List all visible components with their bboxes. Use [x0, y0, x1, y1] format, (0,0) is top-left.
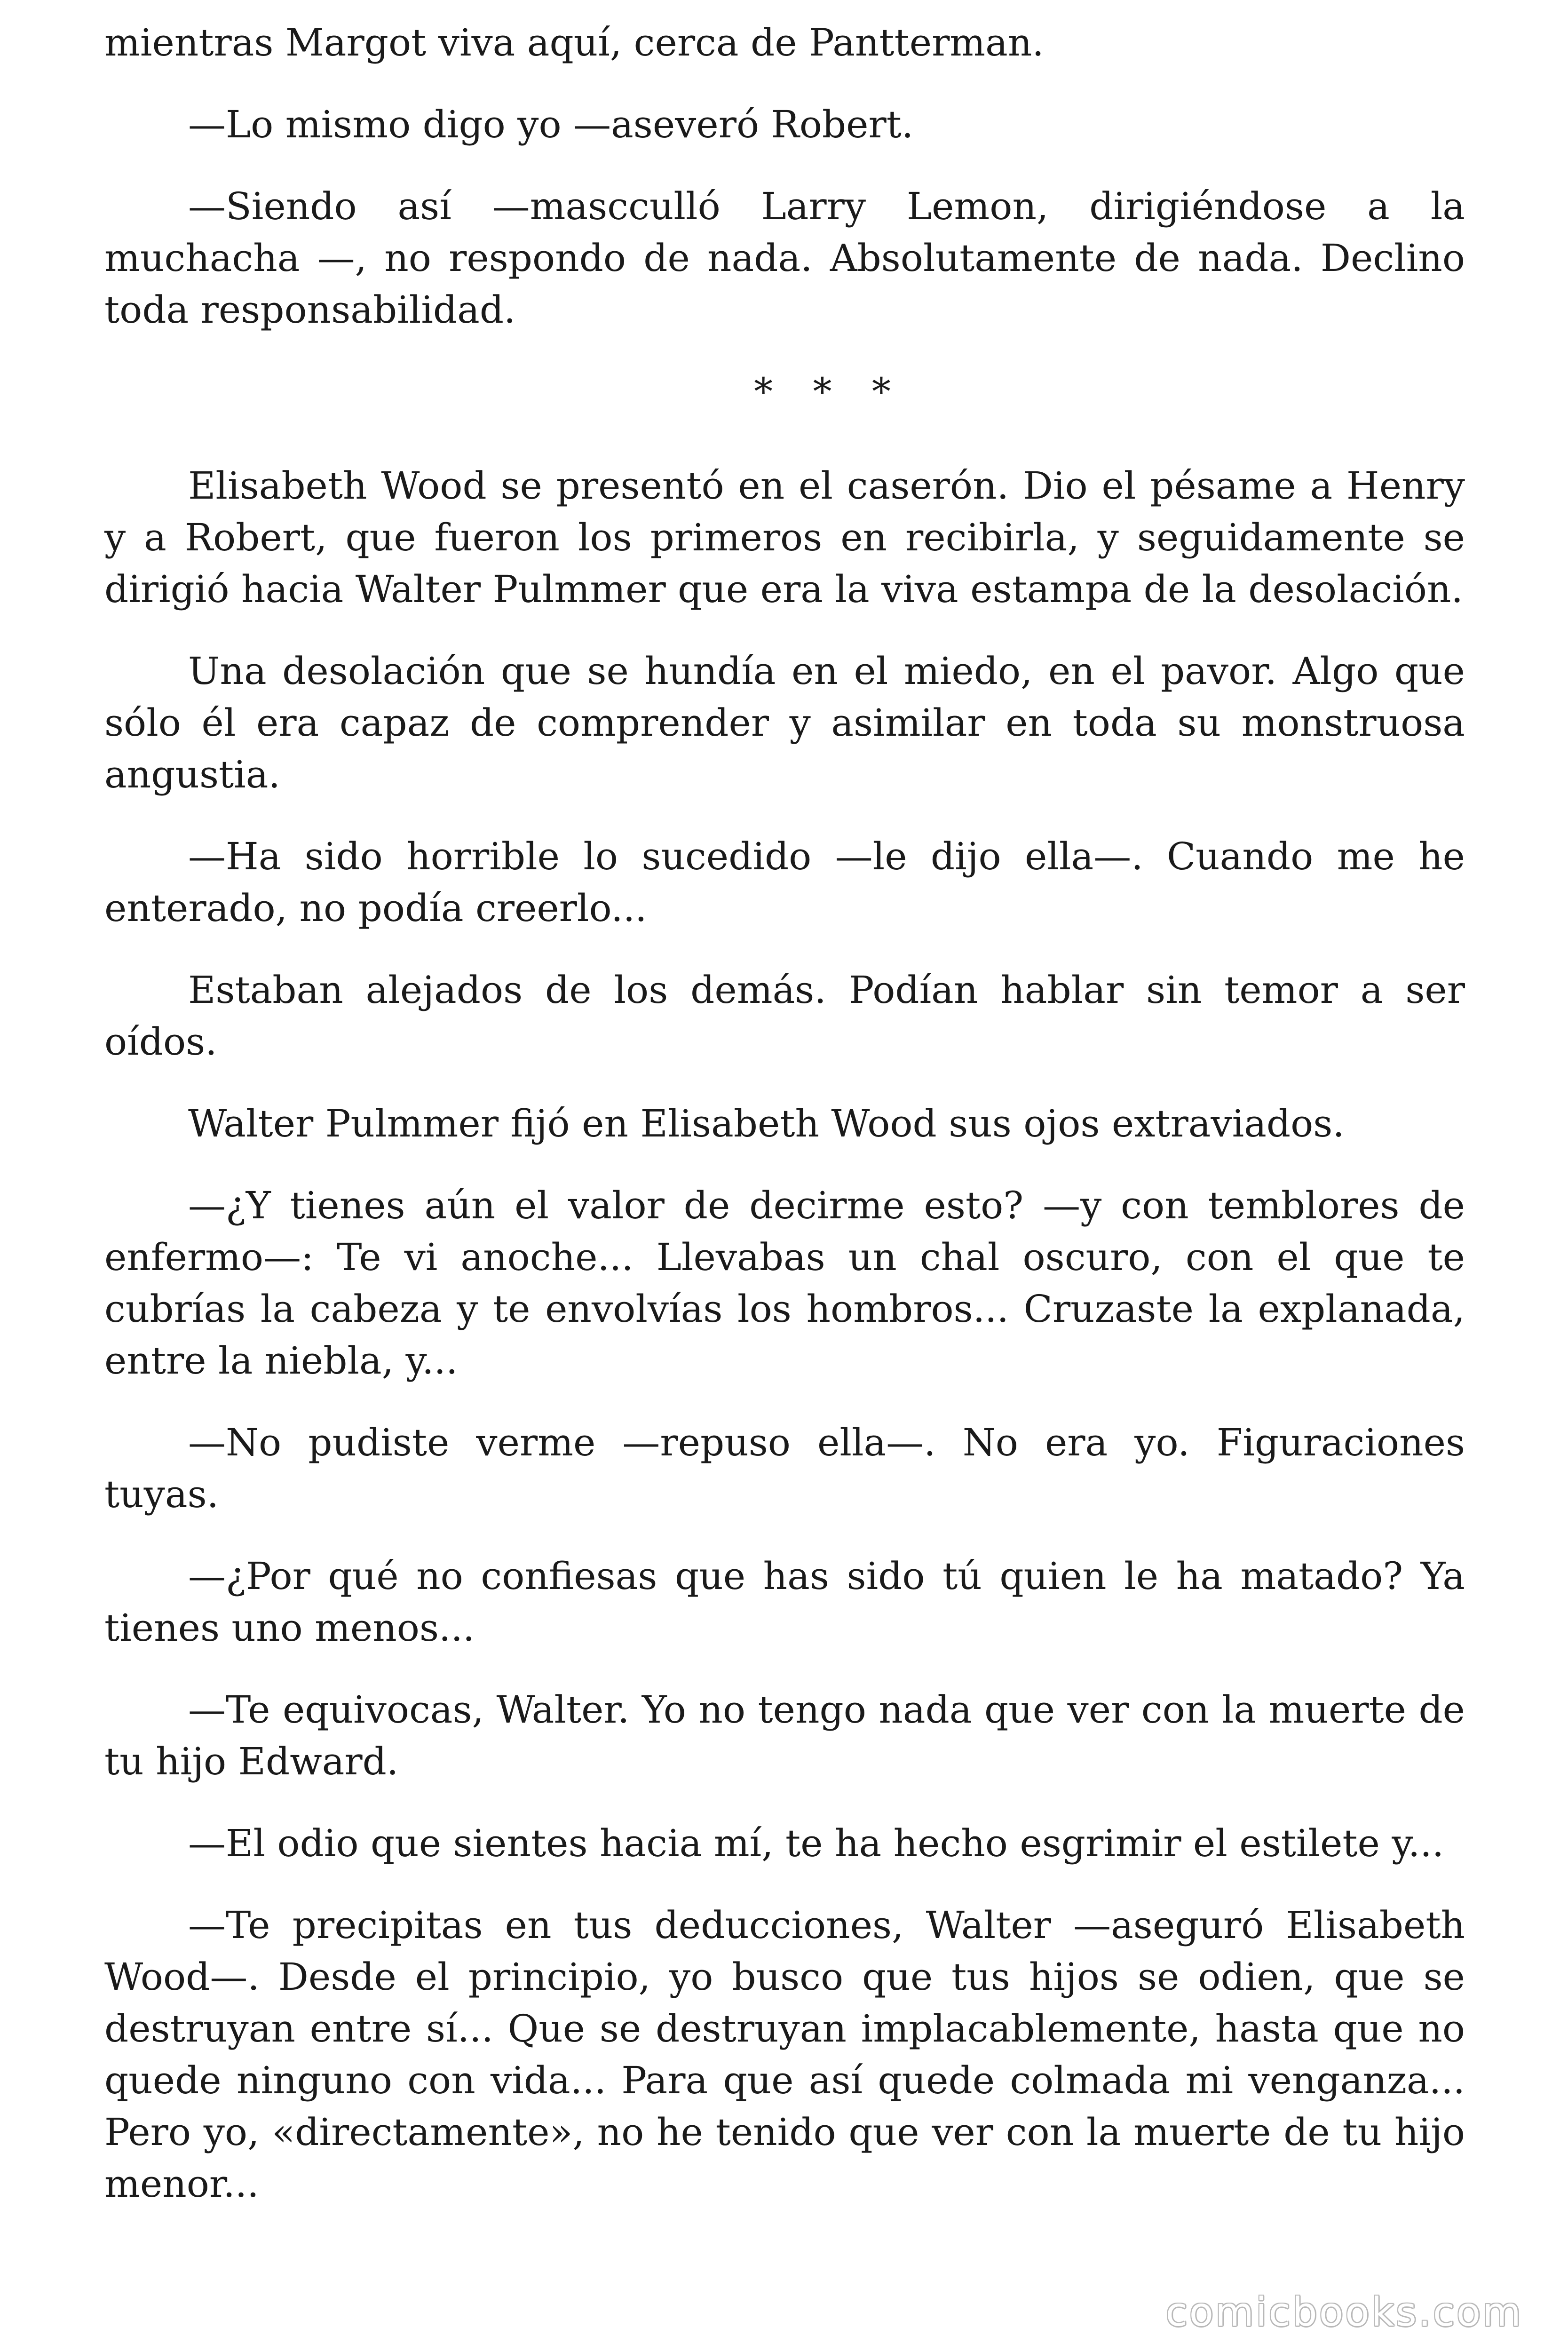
paragraph-alone: Estaban alejados de los demás. Podían hablar sin temor a ser oídos. [104, 968, 1465, 1064]
paragraph-dialogue-denial: —No pudiste verme —repuso ella—. No era yo. Figuraciones tuyas. [104, 1421, 1465, 1516]
section-separator: * * * [754, 370, 905, 413]
paragraph-desolation: Una desolación que se hundía en el miedo, en el pavor. Algo que sólo él era capaz de comprender y asimilar en toda su monstruosa angustia. [104, 649, 1465, 796]
paragraph-dialogue-larry: —Siendo así —mascculló Larry Lemon, dirigiéndose a la muchacha —, no respondo de nada. Absolutamente de nada. Declino toda responsabilidad. [104, 184, 1465, 332]
watermark-logo: comicbooks.com [1165, 2289, 1523, 2335]
paragraph-dialogue-accusation: —¿Y tienes aún el valor de decirme esto? —y con temblores de enfermo—: Te vi anoche... Llevabas un chal oscuro, con el que te cubrías la cabeza y te envolvías los hombros... Cruzaste la explanada, entre la niebla, y... [104, 1184, 1465, 1383]
book-page [104, 17, 1465, 2240]
paragraph-elisabeth-arrives: Elisabeth Wood se presentó en el caserón. Dio el pésame a Henry y a Robert, que fueron los primeros en recibirla, y seguidamente se dirigió hacia Walter Pulmmer que era la viva estampa de la desolación. [104, 464, 1465, 611]
paragraph-dialogue-robert: —Lo mismo digo yo —aseveró Robert. [188, 103, 914, 146]
paragraph-dialogue-hatred: —El odio que sientes hacia mí, te ha hecho esgrimir el estilete y... [188, 1821, 1444, 1865]
paragraph-continuation: mientras Margot viva aquí, cerca de Pantterman. [104, 21, 1044, 64]
paragraph-dialogue-revenge: —Te precipitas en tus deducciones, Walter —aseguró Elisabeth Wood—. Desde el principio, yo busco que tus hijos se odien, que se destruyan entre sí... Que se destruyan implacablemente, hasta que no quede ninguno con vida... Para que así quede colmada mi venganza... Pero yo, «directamente», no he tenido que ver con la muerte de tu hijo menor... [104, 1903, 1465, 2206]
paragraph-dialogue-edward: —Te equivocas, Walter. Yo no tengo nada que ver con la muerte de tu hijo Edward. [104, 1688, 1465, 1783]
paragraph-dialogue-confess: —¿Por qué no confiesas que has sido tú quien le ha matado? Ya tienes uno menos... [104, 1554, 1465, 1650]
paragraph-dialogue-horrible: —Ha sido horrible lo sucedido —le dijo ella—. Cuando me he enterado, no podía creerlo... [104, 834, 1465, 930]
paragraph-walter-stares: Walter Pulmmer fijó en Elisabeth Wood sus ojos extraviados. [188, 1102, 1345, 1145]
